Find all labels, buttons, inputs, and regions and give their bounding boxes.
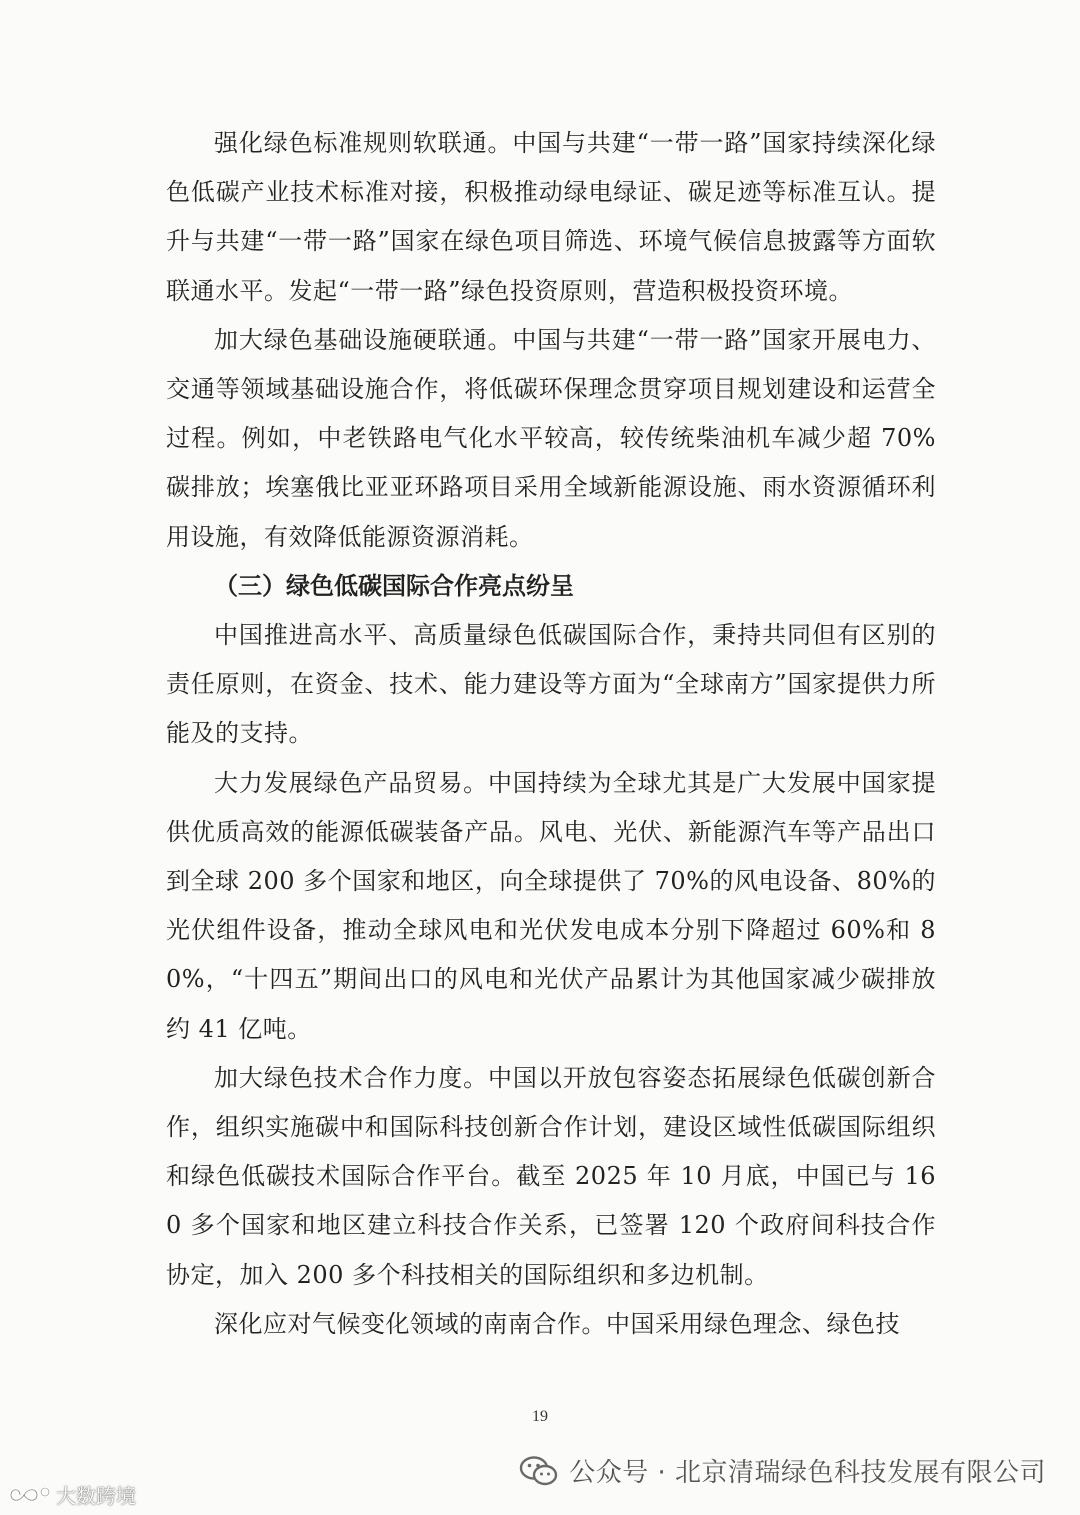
paragraph-green-trade: 大力发展绿色产品贸易。中国持续为全球尤其是广大发展中国家提供优质高效的能源低碳装备产品。风电、光伏、新能源汽车等产品出口到全球 200 多个国家和地区，向全球提供了 70%的风电设备、80%的光伏组件设备，推动全球风电和光伏发电成本分别下降超过 60%和 80%，“十四五”期间出口的风电和光伏产品累计为其他国家减少碳排放约 41 亿吨。 — [166, 768, 936, 1043]
section-heading: （三）绿色低碳国际合作亮点纷呈 — [214, 571, 574, 600]
paragraph-cooperation-intro: 中国推进高水平、高质量绿色低碳国际合作，秉持共同但有区别的责任原则，在资金、技术、能力建设等方面为“全球南方”国家提供力所能及的支持。 — [166, 621, 936, 748]
paragraph-tech-cooperation: 加大绿色技术合作力度。中国以开放包容姿态拓展绿色低碳创新合作，组织实施碳中和国际科技创新合作计划，建设区域性低碳国际组织和绿色低碳技术国际合作平台。截至 2025 年 10 月底，中国已与 160 多个国家和地区建立科技合作关系，已签署 120 个政府间科技合作协定，加入 200 多个科技相关的国际组织和多边机制。 — [166, 1063, 936, 1289]
paragraph-green-standards: 强化绿色标准规则软联通。中国与共建“一带一路”国家持续深化绿色低碳产业技术标准对接，积极推动绿电绿证、碳足迹等标准互认。提升与共建“一带一路”国家在绿色项目筛选、环境气候信息披露等方面软联通水平。发起“一带一路”绿色投资原则，营造积极投资环境。 — [166, 129, 936, 305]
corner-logo — [8, 1480, 136, 1509]
corner-logo-text: 大数跨境 — [56, 1484, 136, 1508]
wechat-icon — [519, 1455, 559, 1487]
page-number: 19 — [532, 1408, 548, 1425]
watermark-text: 公众号 · 北京清瑞绿色科技发展有限公司 — [569, 1458, 1046, 1488]
paragraph-south-south: 深化应对气候变化领域的南南合作。中国采用绿色理念、绿色技 — [214, 1309, 900, 1338]
infinity-logo-icon — [8, 1484, 54, 1506]
paragraph-green-infrastructure: 加大绿色基础设施硬联通。中国与共建“一带一路”国家开展电力、交通等领域基础设施合作，将低碳环保理念贯穿项目规划建设和运营全过程。例如，中老铁路电气化水平较高，较传统柴油机车减少超 70%碳排放；埃塞俄比亚亚环路项目采用全域新能源设施、雨水资源循环利用设施，有效降低能源资源消耗。 — [166, 325, 936, 551]
watermark — [519, 1452, 1046, 1489]
document-body — [166, 119, 936, 1349]
